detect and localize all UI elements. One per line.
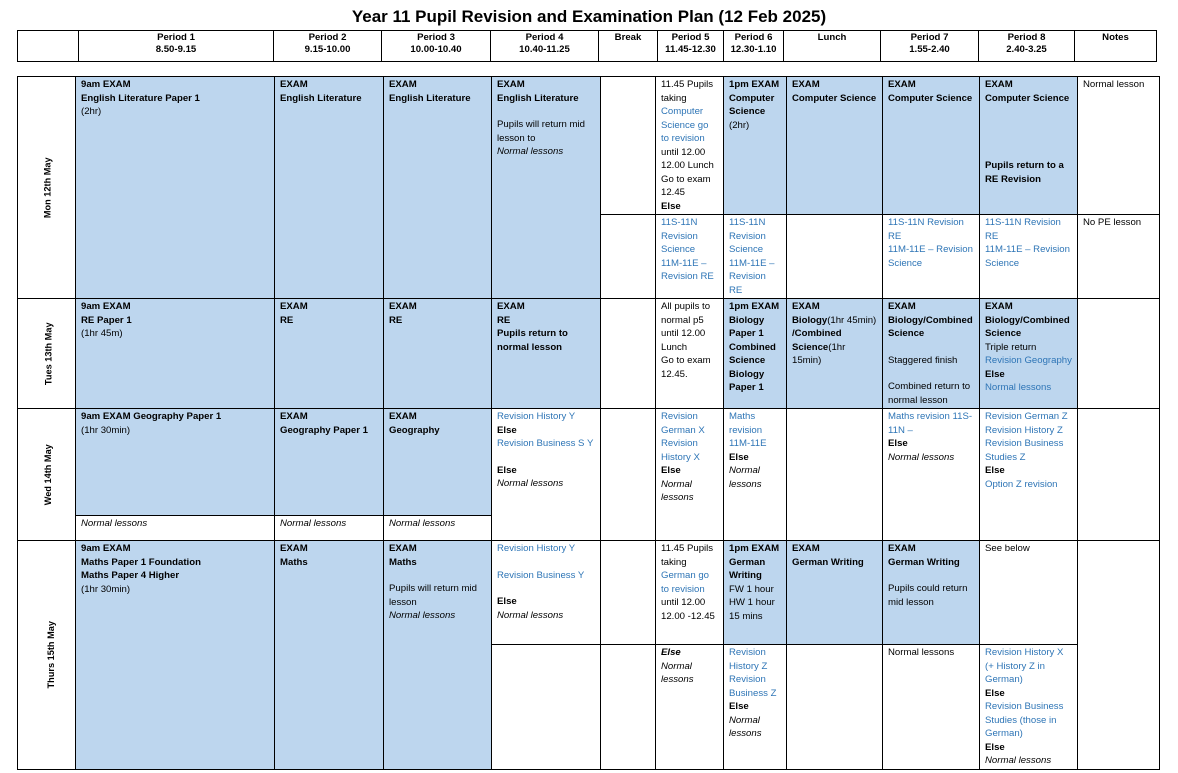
mon-lunch: EXAM Computer Science	[787, 77, 883, 215]
table-row	[18, 299, 1160, 409]
header-period-4: Period 4 10.40-11.25	[491, 31, 599, 62]
day-label-tuesday: Tues 13th May	[18, 299, 76, 409]
mon-lunch-2	[787, 215, 883, 299]
tue-notes	[1078, 299, 1160, 409]
mon-period-7-else: 11S-11N Revision RE 11M-11E – Revision Science	[883, 215, 980, 299]
wed-notes	[1078, 409, 1160, 541]
schedule-table	[17, 76, 1160, 770]
header-period-5: Period 5 11.45-12.30	[658, 31, 724, 62]
header-notes: Notes	[1075, 31, 1157, 62]
tue-period-8: EXAM Biology/Combined Science Triple return Revision Geography Else Normal lessons	[980, 299, 1078, 409]
tue-period-7: EXAM Biology/Combined Science Staggered finish Combined return to normal lesson	[883, 299, 980, 409]
wed-period-3: EXAM Geography	[384, 409, 492, 516]
mon-period-3: EXAM English Literature	[384, 77, 492, 299]
table-row	[18, 77, 1160, 215]
mon-period-7: EXAM Computer Science	[883, 77, 980, 215]
tue-break	[601, 299, 656, 409]
table-row	[18, 541, 1160, 645]
header-period-2: Period 2 9.15-10.00	[274, 31, 382, 62]
header-break: Break	[599, 31, 658, 62]
thu-period-5: 11.45 Pupils taking German go to revision until 12.00 12.00 -12.45	[656, 541, 724, 645]
period-header-table	[17, 30, 1157, 62]
mon-break	[601, 77, 656, 215]
tue-period-3: EXAM RE	[384, 299, 492, 409]
mon-period-5: 11.45 Pupils taking Computer Science go to revision until 12.00 12.00 Lunch Go to exam 12.45 Else	[656, 77, 724, 215]
thu-period-7: EXAM German Writing Pupils could return mid lesson	[883, 541, 980, 645]
thu-lunch: EXAM German Writing	[787, 541, 883, 645]
wed-period-4: Revision History Y Else Revision Business S Y Else Normal lessons	[492, 409, 601, 541]
day-label-wednesday: Wed 14th May	[18, 409, 76, 541]
wed-period-5: Revision German X Revision History X Else Normal lessons	[656, 409, 724, 541]
thu-period-1: 9am EXAM Maths Paper 1 Foundation Maths Paper 4 Higher (1hr 30min)	[76, 541, 275, 770]
mon-period-8-else: 11S-11N Revision RE 11M-11E – Revision Science	[980, 215, 1078, 299]
tue-period-2: EXAM RE	[275, 299, 384, 409]
wed-lunch	[787, 409, 883, 541]
thu-break	[601, 541, 656, 645]
thu-period-6: 1pm EXAM German Writing FW 1 hour HW 1 hour 15 mins	[724, 541, 787, 645]
thu-lunch-2	[787, 645, 883, 770]
thu-break-2	[601, 645, 656, 770]
header-lunch: Lunch	[784, 31, 881, 62]
wed-break	[601, 409, 656, 541]
thu-period-8-else: Revision History X (+ History Z in German) Else Revision Business Studies (those in German) Else Normal lessons	[980, 645, 1078, 770]
wed-period-1-after: Normal lessons	[76, 516, 275, 541]
thu-period-4: Revision History Y Revision Business Y Else Normal lessons	[492, 541, 601, 645]
wed-period-2-after: Normal lessons	[275, 516, 384, 541]
tue-period-5: All pupils to normal p5 until 12.00 Lunch Go to exam 12.45.	[656, 299, 724, 409]
thu-period-3: EXAM Maths Pupils will return mid lesson Normal lessons	[384, 541, 492, 770]
header-period-8: Period 8 2.40-3.25	[979, 31, 1075, 62]
thu-period-2: EXAM Maths	[275, 541, 384, 770]
table-row	[18, 409, 1160, 516]
mon-period-5-else: 11S-11N Revision Science 11M-11E – Revision RE	[656, 215, 724, 299]
mon-notes-2: No PE lesson	[1078, 215, 1160, 299]
tue-lunch: EXAM Biology(1hr 45min) /Combined Science(1hr 15min)	[787, 299, 883, 409]
wed-period-2: EXAM Geography Paper 1	[275, 409, 384, 516]
mon-break-2	[601, 215, 656, 299]
header-period-6: Period 6 12.30-1.10	[724, 31, 784, 62]
corner-cell	[18, 31, 79, 62]
wed-period-6: Maths revision 11M-11E Else Normal lessons	[724, 409, 787, 541]
wed-period-7: Maths revision 11S-11N – Else Normal lessons	[883, 409, 980, 541]
tue-period-1: 9am EXAM RE Paper 1 (1hr 45m)	[76, 299, 275, 409]
wed-period-1: 9am EXAM Geography Paper 1 (1hr 30min)	[76, 409, 275, 516]
thu-period-7-else: Normal lessons	[883, 645, 980, 770]
wed-period-8: Revision German Z Revision History Z Revision Business Studies Z Else Option Z revision	[980, 409, 1078, 541]
tue-period-6: 1pm EXAM Biology Paper 1 Combined Science Biology Paper 1	[724, 299, 787, 409]
mon-period-1: 9am EXAM English Literature Paper 1 (2hr)	[76, 77, 275, 299]
header-period-7: Period 7 1.55-2.40	[881, 31, 979, 62]
page-title: Year 11 Pupil Revision and Examination Plan (12 Feb 2025)	[351, 7, 827, 26]
header-period-3: Period 3 10.00-10.40	[382, 31, 491, 62]
day-label-thursday: Thurs 15th May	[18, 541, 76, 770]
thu-period-8: See below	[980, 541, 1078, 645]
thu-period-4-after	[492, 645, 601, 770]
header-period-1: Period 1 8.50-9.15	[79, 31, 274, 62]
mon-period-6-else: 11S-11N Revision Science 11M-11E – Revision RE	[724, 215, 787, 299]
wed-period-3-after: Normal lessons	[384, 516, 492, 541]
mon-period-2: EXAM English Literature	[275, 77, 384, 299]
mon-period-8: EXAM Computer Science Pupils return to a RE Revision	[980, 77, 1078, 215]
mon-period-6: 1pm EXAM Computer Science (2hr)	[724, 77, 787, 215]
thu-notes	[1078, 541, 1160, 770]
tue-period-4: EXAM RE Pupils return to normal lesson	[492, 299, 601, 409]
thu-period-5-else: Else Normal lessons	[656, 645, 724, 770]
thu-period-6-else: Revision History Z Revision Business Z Else Normal lessons	[724, 645, 787, 770]
mon-period-4: EXAM English Literature Pupils will return mid lesson to Normal lessons	[492, 77, 601, 299]
day-label-monday: Mon 12th May	[18, 77, 76, 299]
mon-notes: Normal lesson	[1078, 77, 1160, 215]
